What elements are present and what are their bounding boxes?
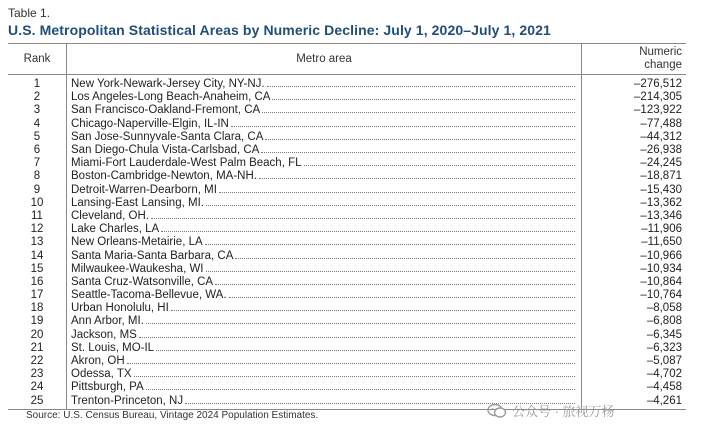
rank-cell: 22 <box>8 355 67 368</box>
rank-cell: 10 <box>8 197 67 210</box>
dot-leader <box>235 258 575 259</box>
dot-leader <box>262 112 575 113</box>
change-cell: –10,934 <box>640 262 682 275</box>
metro-name: Odessa, TX <box>71 368 132 381</box>
change-cell: –123,922 <box>634 104 682 117</box>
table-row <box>8 289 686 302</box>
metro-decline-table <box>8 43 686 410</box>
metro-name: Cleveland, OH. <box>71 209 149 222</box>
dot-leader <box>139 337 575 338</box>
metro-cell <box>67 184 582 197</box>
metro-cell <box>67 342 582 355</box>
rank-cell: 6 <box>8 144 67 157</box>
watermark <box>487 401 615 420</box>
metro-cell <box>67 223 582 236</box>
table-row <box>8 210 686 223</box>
dot-leader <box>261 152 575 153</box>
metro-name: Miami-Fort Lauderdale-West Palm Beach, FL <box>71 157 302 170</box>
table-label: Table 1. <box>8 6 51 20</box>
dot-leader <box>229 297 575 298</box>
rank-cell: 23 <box>8 368 67 381</box>
metro-name: Trenton-Princeton, NJ <box>71 394 184 407</box>
rank-cell: 9 <box>8 184 67 197</box>
rank-cell: 3 <box>8 104 67 117</box>
dot-leader <box>161 231 575 232</box>
dot-leader <box>259 178 575 179</box>
metro-name: Detroit-Warren-Dearborn, MI <box>71 183 217 196</box>
metro-name: Urban Honolulu, HI <box>71 302 169 315</box>
change-cell: –11,906 <box>641 223 682 236</box>
metro-cell <box>67 210 582 223</box>
metro-cell <box>67 118 582 131</box>
dot-leader <box>127 363 575 364</box>
metro-cell <box>67 131 582 144</box>
change-cell: –11,650 <box>641 236 682 249</box>
metro-name: Pittsburgh, PA <box>71 381 144 394</box>
change-cell: –10,764 <box>640 289 682 302</box>
metro-cell <box>67 144 582 157</box>
metro-cell <box>67 329 582 342</box>
rank-cell: 12 <box>8 223 67 236</box>
source-note: Source: U.S. Census Bureau, Vintage 2024 Population Estimates. <box>26 410 319 421</box>
dot-leader <box>272 99 575 100</box>
table-row <box>8 197 686 210</box>
change-cell: –4,261 <box>582 395 687 410</box>
dot-leader <box>304 165 575 166</box>
metro-cell <box>67 381 582 394</box>
change-cell: –15,430 <box>640 183 682 196</box>
metro-column-header: Metro area <box>67 44 582 75</box>
table-row <box>8 91 686 104</box>
table-row <box>8 157 686 170</box>
metro-cell <box>67 263 582 276</box>
table-row <box>8 302 686 315</box>
table-row <box>8 184 686 197</box>
table-row <box>8 381 686 394</box>
change-cell: –4,458 <box>646 381 682 394</box>
rank-cell: 16 <box>8 276 67 289</box>
change-cell: –6,345 <box>646 328 682 341</box>
dot-leader <box>134 376 575 377</box>
change-header-line2: change <box>644 59 682 71</box>
dot-leader <box>206 271 575 272</box>
rank-cell: 21 <box>8 342 67 355</box>
change-cell: –4,702 <box>646 368 682 381</box>
rank-cell: 17 <box>8 289 67 302</box>
change-cell: –214,305 <box>634 91 682 104</box>
dot-leader <box>151 218 575 219</box>
metro-name: Lansing-East Lansing, MI. <box>71 196 204 209</box>
dot-leader <box>206 205 575 206</box>
table-row <box>8 315 686 328</box>
change-cell: –5,087 <box>646 355 682 368</box>
change-cell: –24,245 <box>640 157 682 170</box>
metro-cell <box>67 170 582 183</box>
metro-name: New York-Newark-Jersey City, NY-NJ. <box>71 78 265 91</box>
table-row <box>8 223 686 236</box>
table-row <box>8 170 686 183</box>
metro-name: New Orleans-Metairie, LA <box>71 236 203 249</box>
change-cell: –77,488 <box>640 117 682 130</box>
table-row <box>8 75 686 92</box>
metro-cell <box>67 368 582 381</box>
change-cell: –6,323 <box>646 341 682 354</box>
dot-leader <box>205 244 575 245</box>
table-title: U.S. Metropolitan Statistical Areas by Numeric Decline: July 1, 2020–July 1, 2021 <box>8 22 551 38</box>
change-cell: –13,346 <box>640 209 682 222</box>
metro-cell <box>67 104 582 117</box>
metro-name: Boston-Cambridge-Newton, MA-NH. <box>71 170 257 183</box>
rank-cell: 19 <box>8 315 67 328</box>
rank-cell: 15 <box>8 263 67 276</box>
metro-cell <box>67 236 582 249</box>
dot-leader <box>267 86 575 87</box>
dot-leader <box>146 389 575 390</box>
table-row <box>8 342 686 355</box>
change-column-header <box>582 44 687 75</box>
change-cell: –276,512 <box>634 78 682 91</box>
metro-name: San Jose-Sunnyvale-Santa Clara, CA <box>71 130 264 143</box>
dot-leader <box>171 310 575 311</box>
table-row <box>8 263 686 276</box>
rank-cell: 14 <box>8 249 67 262</box>
metro-cell <box>67 249 582 262</box>
rank-column-header: Rank <box>8 44 67 75</box>
metro-name: San Francisco-Oakland-Fremont, CA <box>71 104 261 117</box>
change-cell: –44,312 <box>640 130 682 143</box>
metro-cell <box>67 289 582 302</box>
change-header-line1: Numeric <box>639 46 682 58</box>
metro-cell <box>67 302 582 315</box>
rank-cell: 25 <box>8 395 67 410</box>
table-row <box>8 329 686 342</box>
metro-name: Milwaukee-Waukesha, WI <box>71 262 204 275</box>
metro-name: Jackson, MS <box>71 328 137 341</box>
metro-cell <box>67 157 582 170</box>
table-body <box>8 75 686 410</box>
dot-leader <box>231 126 575 127</box>
dot-leader <box>265 139 575 140</box>
change-cell: –18,871 <box>640 170 682 183</box>
metro-name: Chicago-Naperville-Elgin, IL-IN <box>71 117 229 130</box>
rank-cell: 8 <box>8 170 67 183</box>
watermark-text: 公众号 · 旅视万杨 <box>512 404 615 419</box>
rank-cell: 5 <box>8 131 67 144</box>
metro-name: St. Louis, MO-IL <box>71 341 155 354</box>
rank-cell: 24 <box>8 381 67 394</box>
metro-name: Lake Charles, LA <box>71 223 160 236</box>
rank-cell: 20 <box>8 329 67 342</box>
table-row <box>8 104 686 117</box>
metro-cell <box>67 75 582 92</box>
metro-name: Los Angeles-Long Beach-Anaheim, CA <box>71 91 271 104</box>
metro-cell <box>67 355 582 368</box>
table-row <box>8 144 686 157</box>
table-row <box>8 249 686 262</box>
metro-name: San Diego-Chula Vista-Carlsbad, CA <box>71 144 260 157</box>
dot-leader <box>156 350 575 351</box>
table-row <box>8 368 686 381</box>
table-row <box>8 276 686 289</box>
metro-cell <box>67 315 582 328</box>
dot-leader <box>215 284 575 285</box>
change-cell: –10,966 <box>640 249 682 262</box>
rank-cell: 13 <box>8 236 67 249</box>
dot-leader <box>146 323 575 324</box>
dot-leader <box>219 192 575 193</box>
metro-cell <box>67 91 582 104</box>
rank-cell: 1 <box>8 75 67 92</box>
metro-name: Akron, OH <box>71 355 125 368</box>
metro-cell <box>67 276 582 289</box>
table-row <box>8 131 686 144</box>
rank-cell: 11 <box>8 210 67 223</box>
change-cell: –6,808 <box>646 315 682 328</box>
table-header-row <box>8 44 686 75</box>
metro-name: Santa Cruz-Watsonville, CA <box>71 275 214 288</box>
wechat-logo-icon <box>487 403 507 419</box>
table-row <box>8 355 686 368</box>
change-cell: –8,058 <box>646 302 682 315</box>
metro-cell <box>67 197 582 210</box>
table-row <box>8 236 686 249</box>
metro-name: Ann Arbor, MI. <box>71 315 144 328</box>
rank-cell: 7 <box>8 157 67 170</box>
change-cell: –10,864 <box>640 275 682 288</box>
rank-cell: 18 <box>8 302 67 315</box>
rank-cell: 2 <box>8 91 67 104</box>
table-row <box>8 118 686 131</box>
rank-cell: 4 <box>8 118 67 131</box>
change-cell: –26,938 <box>640 144 682 157</box>
metro-name: Santa Maria-Santa Barbara, CA <box>71 249 234 262</box>
metro-name: Seattle-Tacoma-Bellevue, WA. <box>71 289 227 302</box>
change-cell: –13,362 <box>640 196 682 209</box>
